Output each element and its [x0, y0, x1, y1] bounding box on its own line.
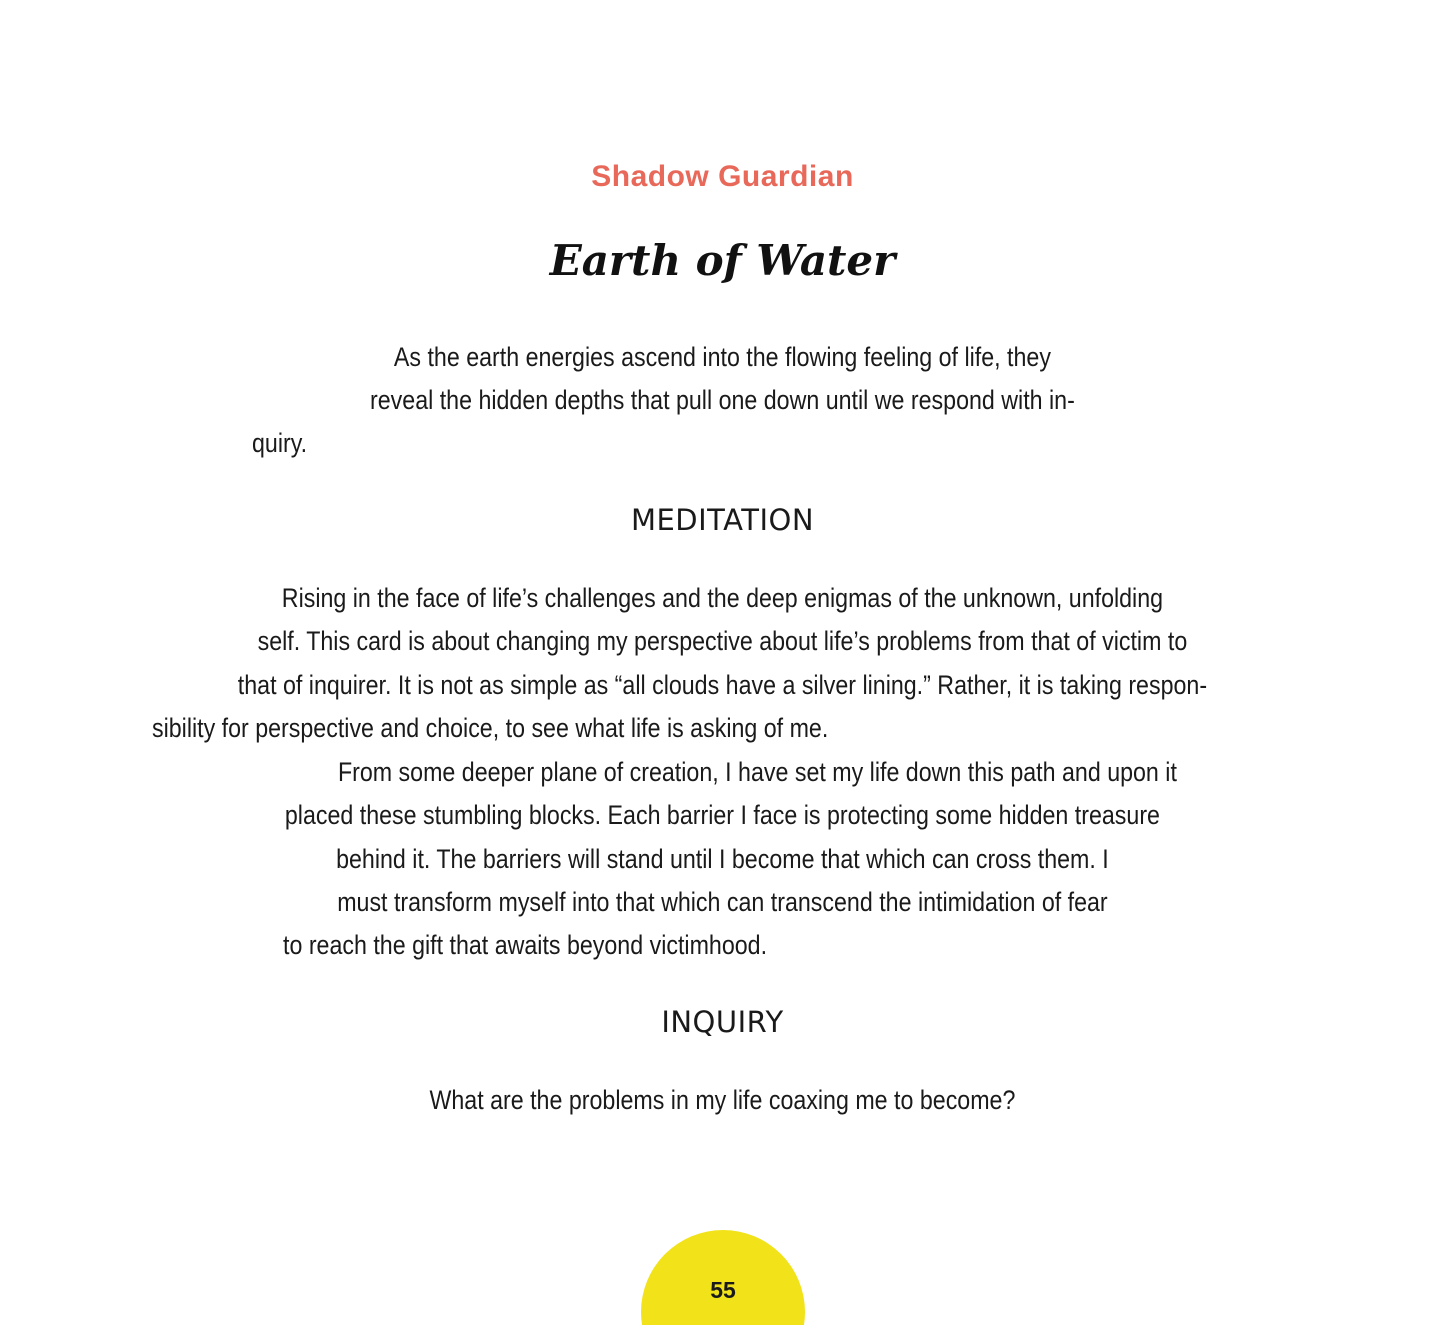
meditation-line: Rising in the face of life’s challenges and the deep enigmas of the unknown, unfolding [281, 583, 1164, 613]
meditation-heading: MEDITATION [630, 503, 815, 537]
intro-line: reveal the hidden depths that pull one down until we respond with in- [370, 385, 1075, 415]
meditation-line: that of inquirer. It is not as simple as “all clouds have a silver lining.” Rather, it is taking respon- [237, 670, 1208, 700]
inquiry-heading: INQUIRY [661, 1005, 784, 1039]
intro-line: As the earth energies ascend into the flowing feeling of life, they [393, 342, 1051, 372]
meditation-line: self. This card is about changing my perspective about life’s problems from that of victim to [257, 626, 1188, 656]
card-title: Earth of Water [549, 236, 896, 285]
intro-line: quiry. [252, 428, 308, 458]
meditation-line: to reach the gift that awaits beyond victimhood. [283, 930, 768, 960]
card-category: Shadow Guardian [591, 160, 854, 193]
page-number: 55 [710, 1277, 736, 1303]
meditation-line: From some deeper plane of creation, I have set my life down this path and upon it [337, 757, 1177, 787]
meditation-line: must transform myself into that which can transcend the intimidation of fear [337, 887, 1108, 917]
inquiry-question: What are the problems in my life coaxing me to become? [429, 1085, 1016, 1115]
meditation-line: placed these stumbling blocks. Each barrier I face is protecting some hidden treasure [284, 800, 1160, 830]
meditation-line: behind it. The barriers will stand until I become that which can cross them. I [336, 844, 1109, 874]
meditation-line: sibility for perspective and choice, to see what life is asking of me. [152, 713, 829, 743]
